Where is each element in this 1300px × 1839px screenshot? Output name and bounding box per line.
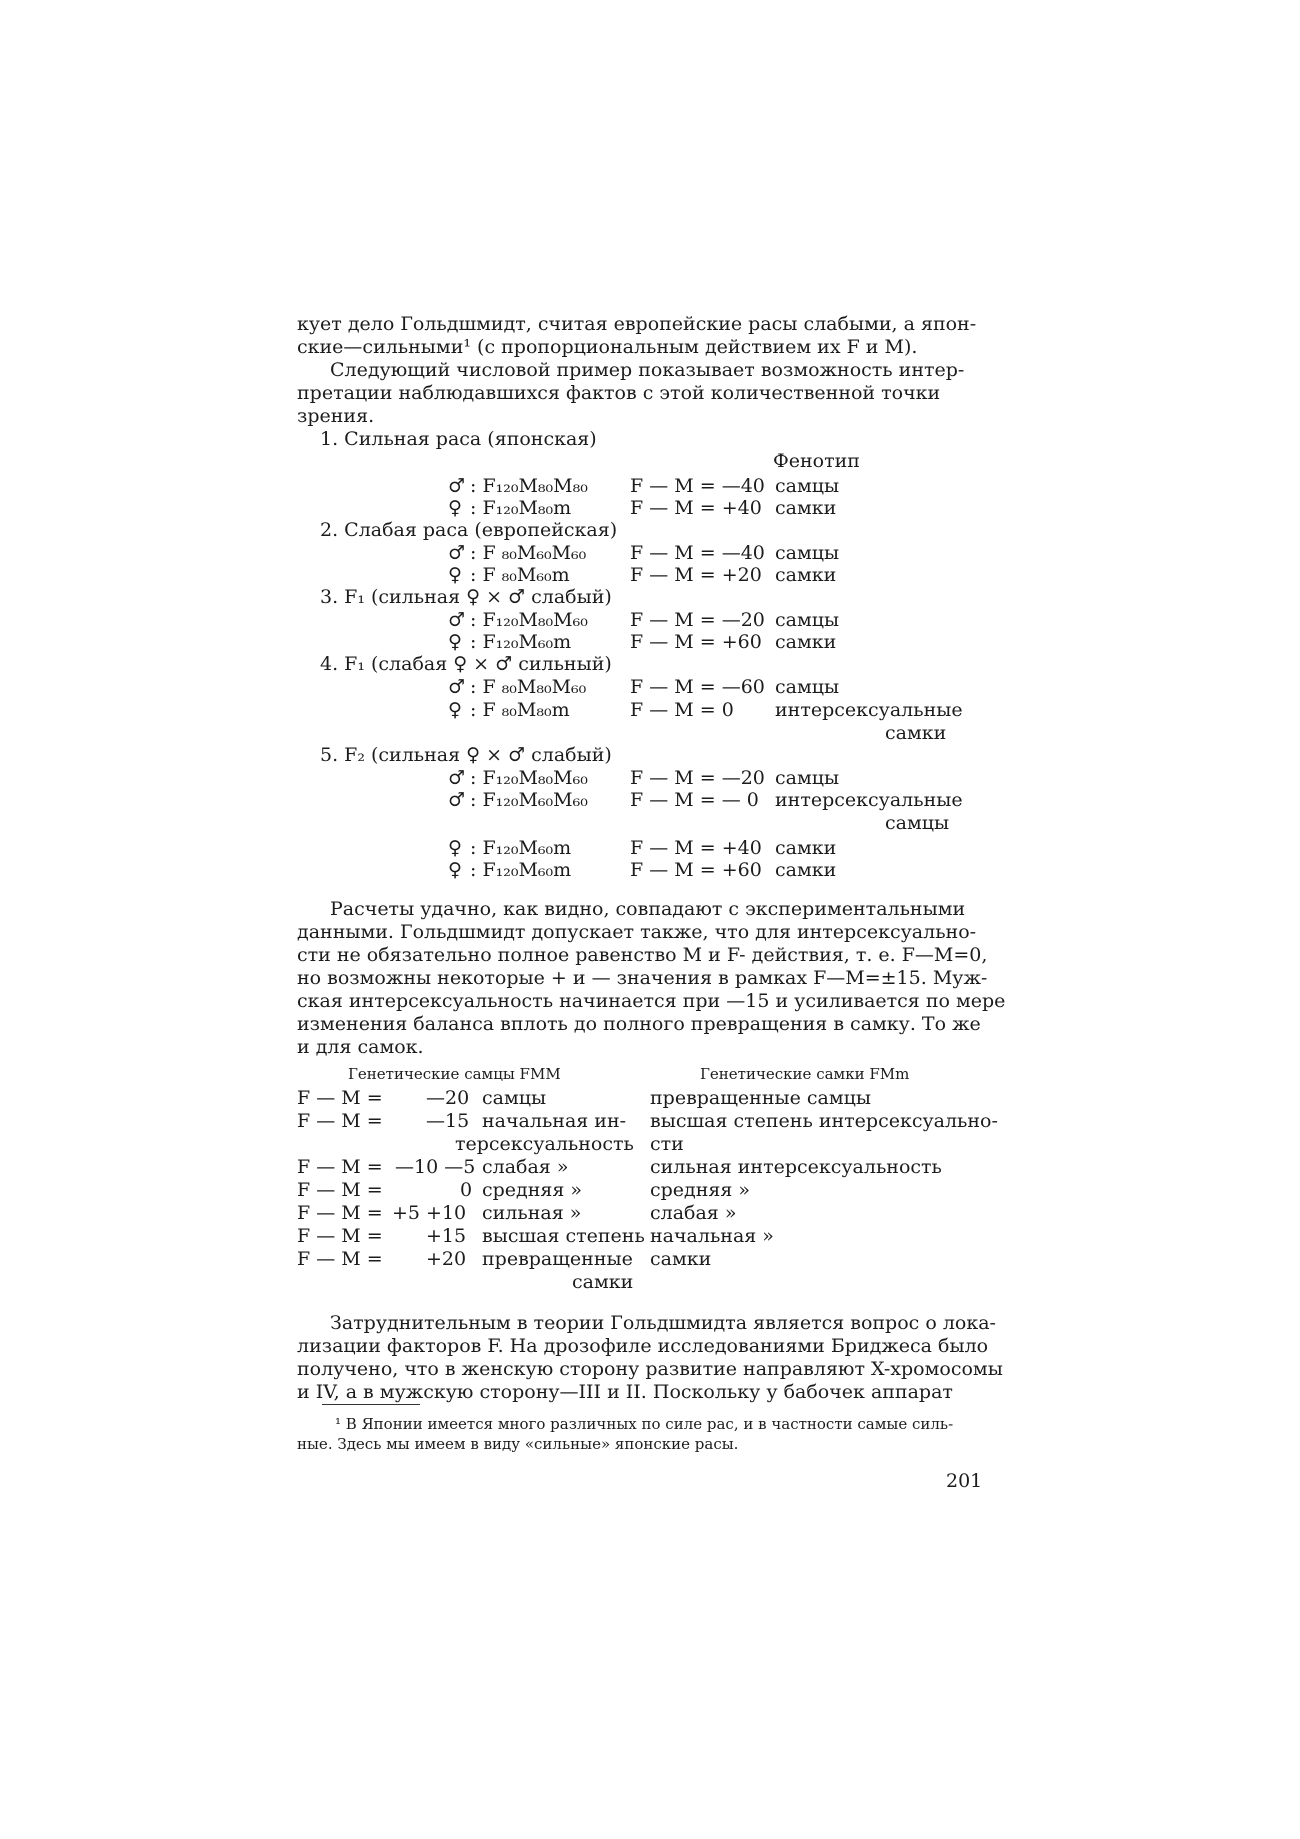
sex-symbol: ♂ xyxy=(448,789,466,811)
table-female-phenotype: сти xyxy=(650,1133,684,1155)
balance-equation: F — M = —20 xyxy=(630,767,765,789)
table-value: +20 xyxy=(426,1248,467,1270)
phenotype: самцы xyxy=(775,609,840,631)
calc-line-2: данными. Гольдшмидт допускает также, что для интерсексуально- xyxy=(297,921,977,943)
final-line-2: лизации факторов F. На дрозофиле исследованиями Бриджеса было xyxy=(297,1335,989,1357)
table-eq: F — M = xyxy=(297,1110,383,1132)
phenotype: самки xyxy=(775,859,837,881)
group-title: 4. F₁ (слабая ♀ × ♂ сильный) xyxy=(320,653,612,675)
table-male-phenotype: высшая степень xyxy=(482,1225,645,1247)
table-male-phenotype: самки xyxy=(572,1271,634,1293)
group-title: 3. F₁ (сильная ♀ × ♂ слабый) xyxy=(320,586,612,608)
balance-equation: F — M = +60 xyxy=(630,631,762,653)
balance-equation: F — M = +40 xyxy=(630,497,762,519)
phenotype: самки xyxy=(775,631,837,653)
intro-line-1: кует дело Гольдшмидт, считая европейские расы слабыми, а япон- xyxy=(297,313,977,335)
footnote-line-2: ные. Здесь мы имеем в виду «сильные» японские расы. xyxy=(297,1435,739,1453)
calc-line-6: изменения баланса вплоть до полного превращения в самку. То же xyxy=(297,1013,981,1035)
sex-symbol: ♂ xyxy=(448,475,466,497)
phenotype: самки xyxy=(775,497,837,519)
genotype-formula: : F₁₂₀M₆₀m xyxy=(470,631,572,653)
sex-symbol: ♂ xyxy=(448,542,466,564)
calc-line-1: Расчеты удачно, как видно, совпадают с экспериментальными xyxy=(330,898,966,920)
balance-equation: F — M = —40 xyxy=(630,475,765,497)
table-eq: F — M = xyxy=(297,1156,383,1178)
table-female-phenotype: сильная интерсексуальность xyxy=(650,1156,942,1178)
table-female-phenotype: начальная » xyxy=(650,1225,774,1247)
footnote-line-1: ¹ В Японии имеется много различных по силе рас, и в частности самые силь- xyxy=(335,1415,954,1433)
table-value: +15 xyxy=(426,1225,467,1247)
table-value: —10 —5 xyxy=(395,1156,476,1178)
calc-line-3: сти не обязательно полное равенство M и F- действия, т. е. F—M=0, xyxy=(297,944,988,966)
table-female-phenotype: самки xyxy=(650,1248,712,1270)
table-eq: F — M = xyxy=(297,1225,383,1247)
sex-symbol: ♀ xyxy=(448,859,462,881)
phenotype: самки xyxy=(775,837,837,859)
phenotype: самцы xyxy=(775,767,840,789)
phenotype-continuation: самки xyxy=(885,722,947,744)
genotype-formula: : F₁₂₀M₈₀m xyxy=(470,497,572,519)
sex-symbol: ♀ xyxy=(448,631,462,653)
balance-equation: F — M = —40 xyxy=(630,542,765,564)
phenotype: самки xyxy=(775,564,837,586)
genotype-formula: : F₁₂₀M₈₀M₆₀ xyxy=(470,609,588,631)
table-value: —15 xyxy=(426,1110,470,1132)
balance-equation: F — M = +60 xyxy=(630,859,762,881)
intro-line-2: ские—сильными¹ (с пропорциональным действием их F и M). xyxy=(297,336,918,358)
sex-symbol: ♂ xyxy=(448,609,466,631)
genotype-formula: : F ₈₀M₆₀m xyxy=(470,564,570,586)
phenotype: самцы xyxy=(775,475,840,497)
table-female-phenotype: высшая степень интерсексуально- xyxy=(650,1110,998,1132)
phenotype: интерсексуальные xyxy=(775,789,963,811)
phenotype: интерсексуальные xyxy=(775,699,963,721)
table-male-phenotype: начальная ин- xyxy=(482,1110,627,1132)
para2-line-3: зрения. xyxy=(297,405,375,427)
final-line-3: получено, что в женскую сторону развитие направляют X-хромосомы xyxy=(297,1358,1003,1380)
table-header-females: Генетические самки FMm xyxy=(700,1065,910,1083)
balance-equation: F — M = —60 xyxy=(630,676,765,698)
table-female-phenotype: средняя » xyxy=(650,1179,751,1201)
table-male-phenotype: терсексуальность xyxy=(455,1133,634,1155)
calc-line-7: и для самок. xyxy=(297,1036,424,1058)
page-number: 201 xyxy=(946,1470,983,1492)
genotype-formula: : F₁₂₀M₆₀m xyxy=(470,859,572,881)
balance-equation: F — M = — 0 xyxy=(630,789,759,811)
group-title: 5. F₂ (сильная ♀ × ♂ слабый) xyxy=(320,744,612,766)
genotype-formula: : F ₈₀M₆₀M₆₀ xyxy=(470,542,587,564)
sex-symbol: ♀ xyxy=(448,497,462,519)
table-value: 0 xyxy=(460,1179,473,1201)
para2-line-2: претации наблюдавшихся фактов с этой количественной точки xyxy=(297,382,941,404)
para2-line-1: Следующий числовой пример показывает возможность интер- xyxy=(330,359,965,381)
balance-equation: F — M = —20 xyxy=(630,609,765,631)
calc-line-4: но возможны некоторые + и — значения в рамках F—M=±15. Муж- xyxy=(297,967,988,989)
genotype-formula: : F ₈₀M₈₀M₆₀ xyxy=(470,676,587,698)
phenotype-header: Фенотип xyxy=(773,450,860,472)
genotype-formula: : F ₈₀M₈₀m xyxy=(470,699,570,721)
balance-equation: F — M = +40 xyxy=(630,837,762,859)
phenotype: самцы xyxy=(775,542,840,564)
genotype-formula: : F₁₂₀M₆₀M₆₀ xyxy=(470,789,588,811)
sex-symbol: ♂ xyxy=(448,767,466,789)
group-title: 1. Сильная раса (японская) xyxy=(320,428,597,450)
table-male-phenotype: сильная » xyxy=(482,1202,582,1224)
phenotype: самцы xyxy=(775,676,840,698)
sex-symbol: ♀ xyxy=(448,699,462,721)
genotype-formula: : F₁₂₀M₈₀M₈₀ xyxy=(470,475,588,497)
table-eq: F — M = xyxy=(297,1202,383,1224)
group-title: 2. Слабая раса (европейская) xyxy=(320,519,618,541)
genotype-formula: : F₁₂₀M₈₀M₆₀ xyxy=(470,767,588,789)
final-line-4: и IV, а в мужскую сторону—III и II. Поскольку у бабочек аппарат xyxy=(297,1381,953,1403)
table-eq: F — M = xyxy=(297,1087,383,1109)
table-male-phenotype: слабая » xyxy=(482,1156,569,1178)
phenotype-continuation: самцы xyxy=(885,812,950,834)
balance-equation: F — M = +20 xyxy=(630,564,762,586)
table-eq: F — M = xyxy=(297,1248,383,1270)
sex-symbol: ♂ xyxy=(448,676,466,698)
footnote-rule xyxy=(322,1404,420,1405)
table-female-phenotype: слабая » xyxy=(650,1202,737,1224)
table-eq: F — M = xyxy=(297,1179,383,1201)
table-male-phenotype: превращенные xyxy=(482,1248,633,1270)
calc-line-5: ская интерсексуальность начинается при —15 и усиливается по мере xyxy=(297,990,1006,1012)
table-male-phenotype: самцы xyxy=(482,1087,547,1109)
final-line-1: Затруднительным в теории Гольдшмидта является вопрос о лока- xyxy=(330,1312,996,1334)
genotype-formula: : F₁₂₀M₆₀m xyxy=(470,837,572,859)
balance-equation: F — M = 0 xyxy=(630,699,734,721)
sex-symbol: ♀ xyxy=(448,564,462,586)
table-value: —20 xyxy=(426,1087,470,1109)
table-male-phenotype: средняя » xyxy=(482,1179,583,1201)
table-header-males: Генетические самцы FMM xyxy=(348,1065,561,1083)
table-female-phenotype: превращенные самцы xyxy=(650,1087,871,1109)
sex-symbol: ♀ xyxy=(448,837,462,859)
table-value: +5 +10 xyxy=(392,1202,467,1224)
